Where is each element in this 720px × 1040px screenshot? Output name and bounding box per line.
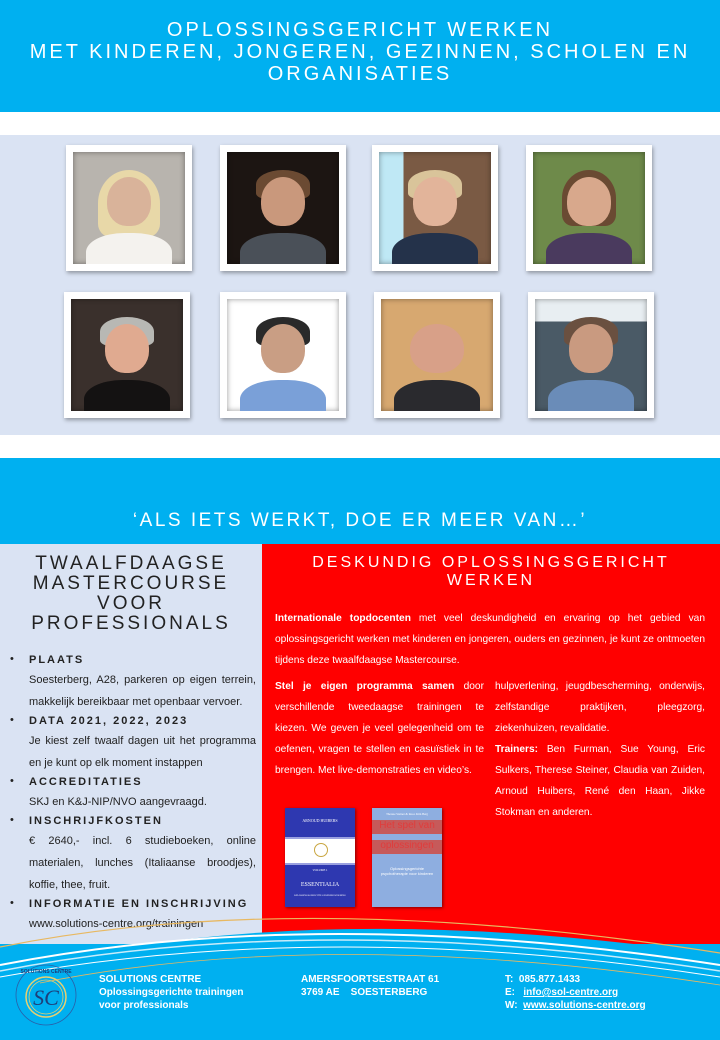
phone-label: T: [505, 974, 514, 985]
program-paragraph [275, 676, 484, 781]
header-banner [0, 0, 720, 112]
expertise-heading-line: DESKUNDIG OPLOSSINGSGERICHT [312, 554, 670, 571]
bullet-icon: • [10, 653, 14, 665]
title-line-2: MET KINDEREN, JONGEREN, GEZINNEN, SCHOLEN EN [29, 41, 691, 63]
org-info [99, 973, 243, 1012]
info-item-inschrijfkosten [0, 813, 262, 896]
book-title: Het spel van [379, 820, 435, 831]
course-heading-line: TWAALFDAAGSE [35, 553, 227, 574]
trainer-photo [374, 292, 500, 418]
course-heading-line: MASTERCOURSE VOOR [32, 573, 230, 614]
program-bold: Stel je eigen programma samen [275, 681, 455, 692]
web-label: W: [505, 1000, 518, 1011]
trainer-photo-grid [0, 135, 720, 435]
trainer-photo [372, 145, 498, 271]
title-line-1: OPLOSSINGSGERICHT WERKEN [166, 19, 554, 41]
org-tagline: Oplossingsgerichte trainingen [99, 987, 244, 998]
info-label: INFORMATIE EN INSCHRIJVING [29, 898, 249, 910]
org-tagline: voor professionals [99, 1000, 189, 1011]
intro-text: met veel deskundigheid en ervaring op het gebied van oplossingsgericht werken met kinderen en jongeren, ouders en gezinnen, je kunt ze ontmoeten tijdens deze twaalfdaagse Mastercourse. [275, 613, 705, 666]
book-subtitle: OPLOSSINGSGERICHTE GESPREKSVOERING [294, 894, 346, 897]
trainer-photo [528, 292, 654, 418]
registration-link[interactable]: www.solutions-centre.org/trainingen [29, 918, 204, 930]
trainer-photo [220, 145, 346, 271]
trainer-photo [66, 145, 192, 271]
phone-number[interactable]: 085.877.1433 [518, 974, 581, 985]
info-item-accreditaties [0, 774, 262, 813]
book-title: oplossingen [380, 840, 434, 851]
course-heading [0, 544, 262, 634]
info-item-data [0, 713, 262, 774]
contact-info [505, 973, 646, 1012]
svg-text:SOLUTIONS CENTRE: SOLUTIONS CENTRE [20, 969, 72, 975]
quote-text: ‘ALS IETS WERKT, DOE ER MEER VAN…’ [132, 510, 588, 531]
course-heading-line: PROFESSIONALS [31, 613, 231, 634]
info-label: INSCHRIJFKOSTEN [29, 815, 163, 827]
address [301, 973, 439, 999]
bullet-icon: • [10, 814, 14, 826]
bullet-icon: • [10, 714, 14, 726]
sc-logo-icon [314, 843, 328, 857]
info-value: Soesterberg, A28, parkeren op eigen terrein, makkelijk bereikbaar met openbaar vervoer. [29, 674, 256, 708]
program-text: door verschillende tweedaagse trainingen te kiezen. We geven je veel gelegenheid om te oefenen, vragen te stellen en casuïstiek in te brengen. Met live-demonstraties en video’s. [275, 681, 484, 776]
website-link[interactable]: www.solutions-centre.org [523, 1000, 646, 1011]
svg-text:SC: SC [33, 985, 59, 1010]
solutions-centre-logo [14, 963, 78, 1027]
trainers-list: Ben Furman, Sue Young, Eric Sulkers, Therese Steiner, Claudia van Zuiden, Arnoud Huibers, René den Haan, Jikke Stokman en anderen. [495, 744, 705, 818]
expertise-panel [262, 544, 720, 944]
info-label: DATA 2021, 2022, 2023 [29, 715, 189, 727]
expertise-heading-line: WERKEN [446, 572, 536, 589]
org-name: SOLUTIONS CENTRE [99, 974, 202, 985]
info-label: PLAATS [29, 654, 85, 666]
address-street: AMERSFOORTSESTRAAT 61 [301, 974, 440, 985]
book-cover-spel-van-oplossingen [372, 808, 442, 907]
bullet-icon: • [10, 775, 14, 787]
email-link[interactable]: info@sol-centre.org [523, 987, 619, 998]
info-value: SKJ en K&J-NIP/NVO aangevraagd. [29, 796, 207, 808]
book-cover-essentialia [285, 808, 355, 907]
email-label: E: [505, 987, 515, 998]
book-title: ESSENTIALIA [300, 882, 340, 888]
intro-paragraph [275, 608, 705, 671]
trainer-photo [526, 145, 652, 271]
book-band [285, 837, 355, 865]
book-subtitle: Oplossingsgerichte psychotherapie voor kinderen [380, 866, 434, 876]
bullet-icon: • [10, 897, 14, 909]
expertise-heading [262, 544, 720, 590]
info-value: Je kiest zelf twaalf dagen uit het programma en je kunt op elk moment instappen [29, 735, 256, 769]
book-author: ARNOUD HUIBERS [302, 818, 338, 823]
info-value: € 2640,- incl. 6 studieboeken, online materialen, lunches (Italiaanse broodjes), koffie, thee, fruit. [29, 835, 256, 891]
info-label: ACCREDITATIES [29, 776, 143, 788]
book-volume: VOLUME 1 [312, 868, 328, 872]
title-line-3: ORGANISATIES [267, 63, 453, 85]
trainer-photo [64, 292, 190, 418]
info-item-plaats [0, 652, 262, 713]
sectors-text: hulpverlening, jeugdbescherming, onderwijs, zelfstandige praktijken, pleegzorg, ziekenhuizen, revalidatie. [495, 681, 705, 734]
trainers-label: Trainers: [495, 744, 539, 755]
course-info-panel [0, 544, 262, 944]
trainer-photo [220, 292, 346, 418]
course-info-list [0, 652, 262, 935]
address-city: 3769 AE SOESTERBERG [301, 987, 428, 998]
book-author: Therese Steiner & Insoo Kim Berg [386, 812, 428, 816]
sectors-trainers-paragraph [495, 676, 705, 823]
intro-bold: Internationale topdocenten [275, 613, 411, 624]
